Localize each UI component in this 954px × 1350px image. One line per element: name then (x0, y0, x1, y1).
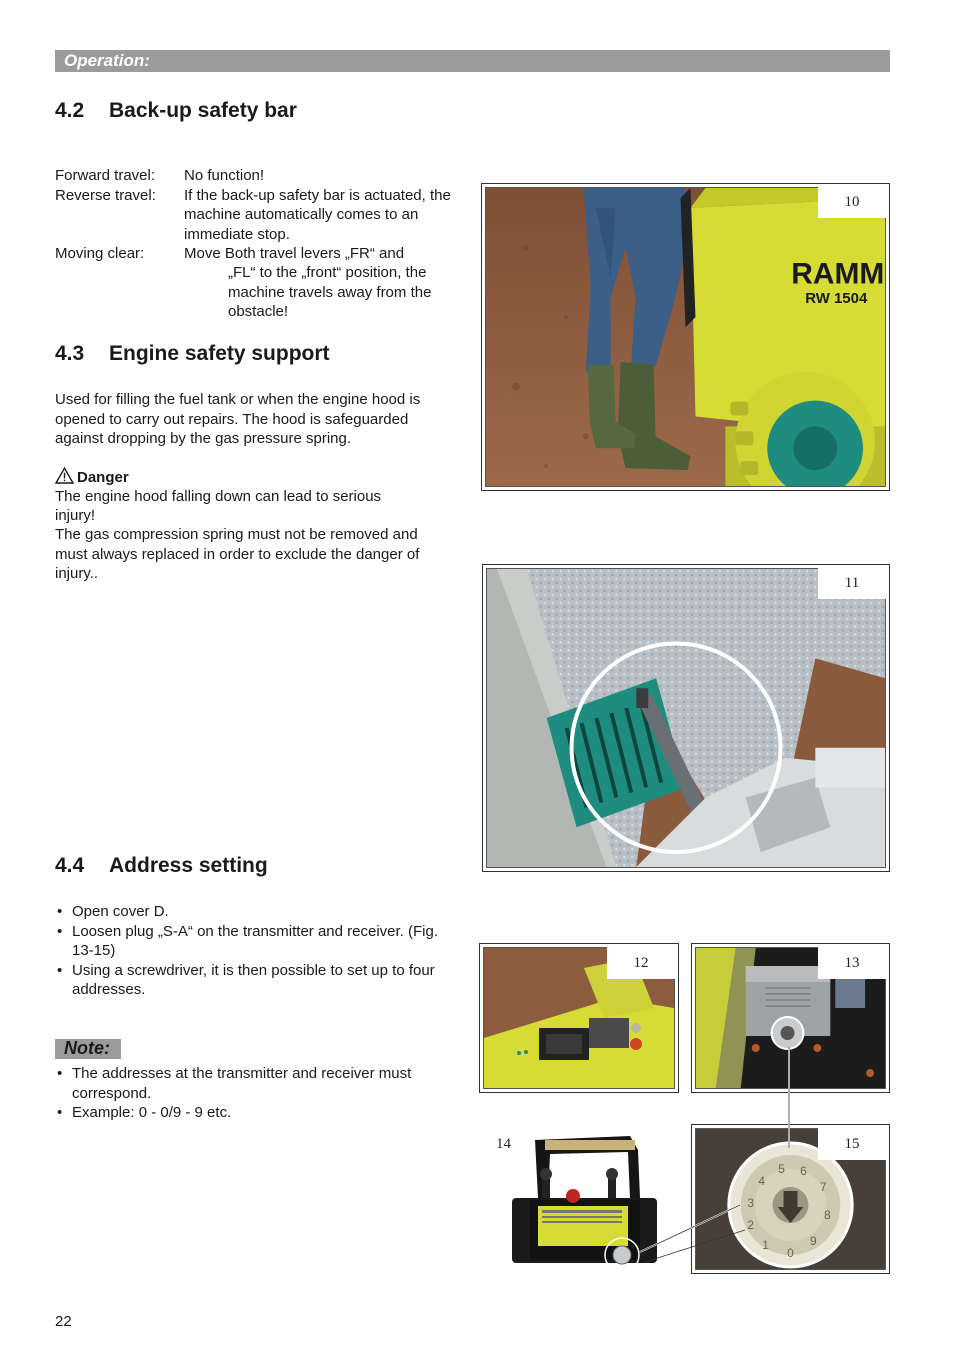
dial-digit: 7 (820, 1179, 827, 1195)
dial-digit: 9 (810, 1233, 817, 1249)
list-item: • Using a screwdriver, it is then possible to set up to four addresses. (55, 961, 445, 1000)
danger-text-2: The gas compression spring must not be removed and must always replaced in order to exclude the danger of injury.. (55, 526, 420, 582)
row-text-reverse: If the back-up safety bar is actuated, the machine automatically comes to an immediate stop. (184, 186, 451, 243)
engine-support-intro: Used for filling the fuel tank or when the engine hood is opened to carry out repairs. The hood is safeguarded against dropping by the gas pressure spring. (55, 391, 421, 447)
heading-4-4 (55, 854, 268, 878)
dial-digit: 6 (800, 1163, 807, 1179)
dial-digit: 4 (758, 1173, 765, 1189)
danger-text-1: The engine hood falling down can lead to serious injury! (55, 487, 382, 524)
engine-hood-gas-spring-image (487, 569, 885, 867)
row-label-forward: Forward travel: (55, 167, 156, 184)
danger-heading (55, 467, 129, 488)
list-item: • The addresses at the transmitter and receiver must correspond. (55, 1064, 415, 1103)
figure-12-photo (479, 943, 679, 1093)
note-label: Note: (64, 1038, 110, 1058)
list-item: • Loosen plug „S-A“ on the transmitter and receiver. (Fig. 13-15) (55, 922, 445, 961)
figure-number: 10 (818, 187, 886, 218)
row-label-reverse: Reverse travel: (55, 186, 156, 204)
list-item: • Example: 0 - 0/9 - 9 etc. (55, 1103, 415, 1123)
heading-number: 4.4 (55, 854, 85, 877)
section-header-label: Operation: (64, 51, 150, 70)
figure-number: 12 (607, 947, 675, 979)
figure-14-photo (490, 1128, 670, 1278)
row-text-moving: Move Both travel levers „FR“ and (184, 244, 405, 262)
note-list (55, 1064, 415, 1123)
heading-4-2 (55, 99, 297, 123)
dial-digit: 2 (747, 1217, 755, 1233)
row-label-moving: Moving clear: (55, 244, 145, 262)
danger-label: Danger (77, 469, 129, 486)
figure-10-photo (481, 183, 890, 491)
heading-title: Back-up safety bar (109, 99, 297, 122)
dial-digit: 8 (823, 1207, 831, 1223)
figure-number: 15 (818, 1128, 886, 1160)
heading-title: Address setting (109, 854, 268, 877)
section-header-bar (55, 50, 890, 72)
dial-digit: 0 (787, 1245, 794, 1261)
heading-4-3 (55, 342, 330, 366)
figure-number: 14 (496, 1136, 511, 1152)
address-steps-list (55, 902, 445, 1000)
list-item: • Open cover D. (55, 902, 445, 922)
model-text: RW 1504 (805, 290, 868, 308)
figure-number: 11 (818, 568, 886, 599)
figure-15-photo (691, 1124, 890, 1274)
heading-title: Engine safety support (109, 342, 330, 365)
dial-digit: 1 (762, 1237, 769, 1253)
brand-text: RAMM (791, 257, 885, 291)
figure-11-photo (482, 564, 890, 872)
transmitter-image (490, 1128, 670, 1278)
figure-number: 13 (818, 947, 886, 979)
page-number: 22 (55, 1313, 72, 1330)
heading-number: 4.2 (55, 99, 85, 122)
dial-digit: 5 (778, 1161, 785, 1177)
note-label-box (55, 1039, 121, 1059)
heading-number: 4.3 (55, 342, 85, 365)
warning-triangle-icon (55, 467, 74, 484)
row-text-forward: No function! (184, 167, 265, 184)
machine-with-operator-image (486, 188, 885, 486)
row-text-moving-continued: „FL“ to the „front“ position, the machine travels away from the obstacle! (228, 264, 432, 320)
figure-13-photo (691, 943, 890, 1093)
dial-digit: 3 (747, 1195, 755, 1211)
